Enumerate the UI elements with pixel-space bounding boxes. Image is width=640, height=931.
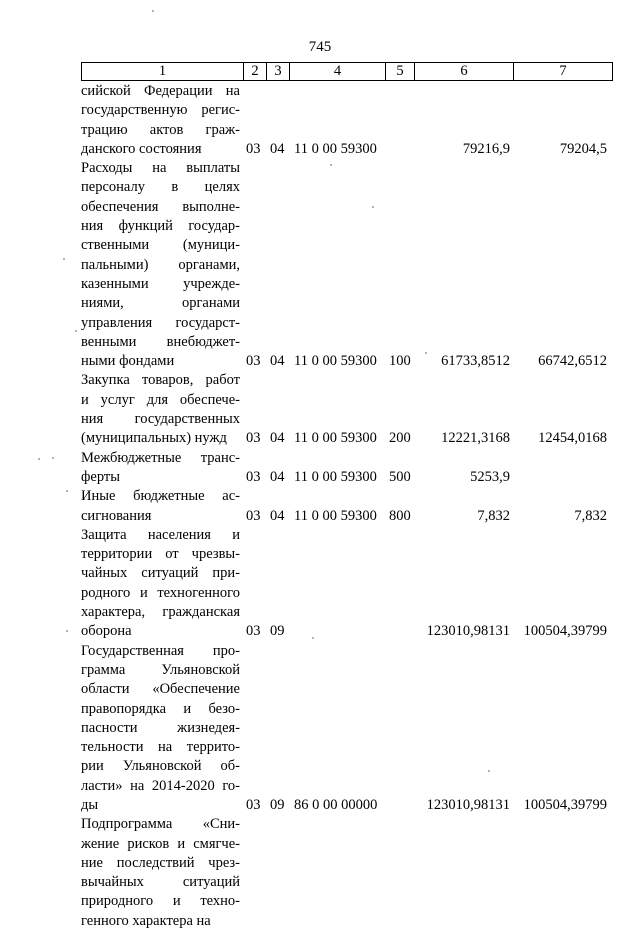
description-line: правопорядка и безо- [81, 700, 240, 717]
amount-year-1: 79216,9 [462, 140, 510, 157]
description-line: территории от чрезвы- [81, 546, 240, 563]
subsection-code: 04 [270, 468, 285, 485]
description-line: трацию актов граж- [81, 121, 240, 138]
subsection-code: 04 [270, 353, 285, 370]
section-code: 03 [246, 623, 261, 640]
description-line: ния функций государ- [81, 218, 240, 235]
expense-type-code: 100 [389, 353, 411, 370]
description-line: ния государственных [81, 411, 240, 428]
table-row [0, 642, 640, 816]
row-description [81, 642, 240, 816]
amount-year-2: 100504,39799 [523, 623, 607, 640]
description-line: области «Обеспечение [81, 681, 240, 698]
row-values [0, 796, 640, 815]
row-values [0, 140, 640, 159]
scan-speck [75, 330, 77, 332]
amount-year-2: 12454,0168 [538, 430, 607, 447]
column-header-1: 1 [82, 63, 244, 81]
description-line: чайных ситуаций при- [81, 565, 240, 582]
row-values [0, 622, 640, 641]
scan-speck [372, 206, 374, 208]
amount-year-2: 100504,39799 [523, 796, 607, 813]
subsection-code: 04 [270, 507, 285, 524]
column-header-table [81, 62, 613, 81]
section-code: 03 [246, 140, 261, 157]
scan-speck [312, 637, 314, 639]
description-line: Межбюджетные транс- [81, 449, 240, 466]
description-line: Защита населения и [81, 526, 240, 543]
amount-year-2: 66742,6512 [538, 353, 607, 370]
description-line: государственную регис- [81, 102, 240, 119]
target-article-code: 11 0 00 59300 [294, 468, 377, 485]
amount-year-1: 61733,8512 [441, 353, 510, 370]
subsection-code: 09 [270, 796, 285, 813]
description-line: данского состояния [81, 140, 202, 157]
scan-speck [425, 352, 427, 354]
description-line: характера, гражданская [81, 604, 240, 621]
description-line: рии Ульяновской об- [81, 758, 240, 775]
description-line: управления государст- [81, 314, 240, 331]
target-article-code: 11 0 00 59300 [294, 430, 377, 447]
column-header-2: 2 [244, 63, 267, 81]
section-code: 03 [246, 353, 261, 370]
description-line: ласти» на 2014-2020 го- [81, 777, 240, 794]
scan-speck [152, 10, 154, 12]
target-article-code: 86 0 00 00000 [294, 796, 378, 813]
expense-type-code: 200 [389, 430, 411, 447]
description-line: Подпрограмма «Сни- [81, 816, 240, 833]
description-line: Закупка товаров, работ [81, 372, 240, 389]
description-line: казенными учрежде- [81, 275, 240, 292]
table-row [0, 815, 640, 931]
description-line: пальными) органами, [81, 256, 240, 273]
column-header-row [82, 63, 613, 81]
description-line: грамма Ульяновской [81, 661, 240, 678]
description-line: Иные бюджетные ас- [81, 488, 240, 505]
amount-year-1: 7,832 [477, 507, 510, 524]
amount-year-2: 7,832 [574, 507, 607, 524]
scan-speck [66, 490, 68, 492]
row-values [0, 507, 640, 526]
expense-type-code: 500 [389, 468, 411, 485]
description-line: сийской Федерации на [81, 83, 240, 99]
description-line: венными внебюджет- [81, 333, 240, 350]
description-line: ды [81, 796, 99, 813]
target-article-code: 11 0 00 59300 [294, 353, 377, 370]
row-values [0, 468, 640, 487]
expense-type-code: 800 [389, 507, 411, 524]
scan-speck [38, 458, 40, 460]
description-line: природного и техно- [81, 893, 240, 910]
row-values [0, 912, 640, 931]
description-line: Государственная про- [81, 642, 240, 659]
scan-speck [488, 770, 490, 772]
table-row [0, 526, 640, 642]
table-row [0, 449, 640, 488]
scan-speck [63, 258, 65, 260]
subsection-code: 09 [270, 623, 285, 640]
amount-year-1: 123010,98131 [426, 623, 510, 640]
amount-year-1: 5253,9 [470, 468, 510, 485]
row-values [0, 352, 640, 371]
description-line: ние последствий чрез- [81, 854, 240, 871]
scan-speck [330, 164, 332, 166]
description-line: обеспечения выполне- [81, 198, 240, 215]
column-header-4: 4 [290, 63, 386, 81]
description-line: жение рисков и смягче- [81, 835, 240, 852]
row-values [0, 429, 640, 448]
description-line: и услуг для обеспече- [81, 391, 240, 408]
subsection-code: 04 [270, 430, 285, 447]
amount-year-1: 12221,3168 [441, 430, 510, 447]
description-line: оборона [81, 623, 132, 640]
amount-year-1: 123010,98131 [426, 796, 510, 813]
column-header-5: 5 [386, 63, 415, 81]
table-row [0, 82, 640, 159]
description-line: персоналу в целях [81, 179, 240, 196]
table-row [0, 487, 640, 526]
row-description [81, 159, 240, 371]
description-line: сигнования [81, 507, 152, 524]
description-line: ферты [81, 468, 120, 485]
target-article-code: 11 0 00 59300 [294, 507, 377, 524]
description-line: (муниципальных) нужд [81, 430, 227, 447]
description-line: родного и техногенного [81, 584, 240, 601]
column-header-3: 3 [267, 63, 290, 81]
section-code: 03 [246, 430, 261, 447]
description-line: Расходы на выплаты [81, 160, 240, 177]
description-line: ственными (муници- [81, 237, 240, 254]
description-line: генного характера на [81, 912, 211, 929]
column-header-7: 7 [514, 63, 613, 81]
section-code: 03 [246, 468, 261, 485]
table-row [0, 371, 640, 448]
table-row [0, 159, 640, 371]
scan-speck [66, 630, 68, 632]
budget-table-body [0, 82, 640, 931]
description-line: ниями, органами [81, 295, 240, 312]
target-article-code: 11 0 00 59300 [294, 140, 377, 157]
section-code: 03 [246, 507, 261, 524]
scan-speck [52, 457, 54, 459]
description-line: ными фондами [81, 353, 175, 370]
subsection-code: 04 [270, 140, 285, 157]
section-code: 03 [246, 796, 261, 813]
description-line: пасности жизнедея- [81, 719, 240, 736]
column-header-6: 6 [415, 63, 514, 81]
description-line: вычайных ситуаций [81, 874, 240, 891]
page-number: 745 [308, 39, 332, 55]
amount-year-2: 79204,5 [559, 140, 607, 157]
description-line: тельности на террито- [81, 739, 240, 756]
